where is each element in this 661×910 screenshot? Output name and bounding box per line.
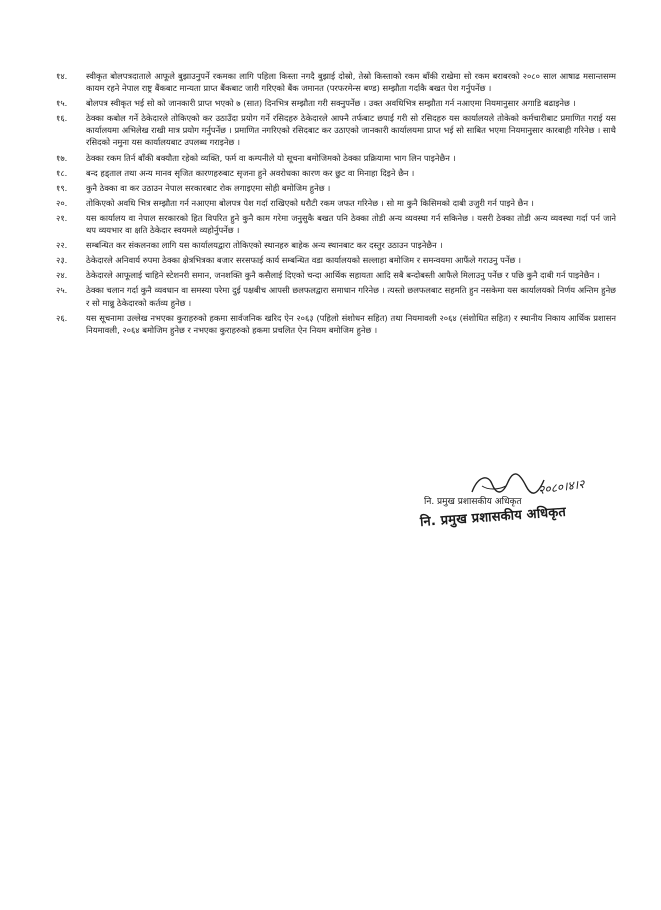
clause-item bbox=[56, 284, 616, 308]
clause-item bbox=[56, 167, 616, 179]
clause-item bbox=[56, 212, 616, 236]
clause-item bbox=[56, 312, 616, 336]
official-stamp: नि. प्रमुख प्रशासकीय अधिकृत bbox=[419, 504, 567, 530]
signature-title: नि. प्रमुख प्रशासकीय अधिकृत bbox=[424, 497, 522, 507]
clause-number: २२. bbox=[56, 240, 68, 251]
clause-list bbox=[56, 70, 616, 339]
clause-text: कुनै ठेक्का वा कर उठाउन नेपाल सरकारबाट रोक लगाइएमा सोही बमोजिम हुनेछ । bbox=[86, 182, 331, 193]
signature-date: २०८०।४।२ bbox=[537, 476, 586, 498]
clause-number: २१. bbox=[56, 212, 68, 223]
clause-number: १८. bbox=[56, 167, 68, 178]
clause-text: ठेक्का चलान गर्दा कुनै व्यवधान वा समस्या परेमा दुई पक्षबीच आपसी छलफलद्वारा समाधान गरिनेछ । त्यस्तो छलफलबाट सहमति हुन नसकेमा यस कार्यालयको निर्णय अन्तिम हुनेछ र सो मान्नु ठेकेदारको कर्तव्य हुनेछ । bbox=[86, 285, 616, 308]
clause-text: ठेक्का रकम तिर्न बाँकी बक्यौता रहेको व्यक्ति, फर्म वा कम्पनीले यो सूचना बमोजिमको ठेक्का प्रक्रियामा भाग लिन पाइनेछैन । bbox=[86, 152, 456, 163]
clause-text: ठेक्का कबोल गर्ने ठेकेदारले तोकिएको कर उठाउँदा प्रयोग गर्ने रसिदहरु ठेकेदारले आफ्नै तर्फबाट छपाई गरी सो रसिदहरु यस कार्यालयले तोकेको कर्मचारीबाट प्रमाणित गराई यस कार्यालयमा अभिलेख राखी मात्र प्रयोग गर्नुपर्नेछ । प्रमाणित नगरिएको रसिदबाट कर उठाएको जानकारी कार्यालयमा प्राप्त भई सो साबित भएमा नियमानुसार कारबाही गरिनेछ । साथै रसिदको नमुना यस कार्यालयबाट उपलब्ध गराइनेछ । bbox=[86, 113, 616, 148]
clause-number: १७. bbox=[56, 152, 68, 163]
clause-number: १४. bbox=[56, 71, 68, 81]
clause-item bbox=[56, 254, 616, 266]
clause-item bbox=[56, 269, 616, 281]
clause-number: २६. bbox=[56, 312, 68, 323]
clause-item bbox=[56, 97, 616, 109]
clause-item bbox=[56, 197, 616, 209]
clause-text: तोकिएको अवधि भित्र सम्झौता गर्न नआएमा बोलपत्र पेश गर्दा राखिएको धरौटी रकम जफत गरिनेछ । सो मा कुनै किसिमको दाबी उजुरी गर्न पाइने छैन । bbox=[86, 197, 534, 208]
clause-text: स्वीकृत बोलपत्रदाताले आफूले बुझाउनुपर्ने रकमका लागि पहिला किस्ता नगदै बुझाई दोस्रो, तेस्रो किस्ताको रकम बाँकी राखेमा सो रकम बराबरको २०८० साल आषाढ मसान्तसम्म कायम रहने नेपाल राष्ट्र बैंकबाट मान्यता प्राप्त बैंकबाट जारी गरिएको बैंक जमानत (परफरमेन्स बण्ड) सम्झौता गर्दाकै बखत पेश गर्नुपर्नेछ । bbox=[86, 71, 616, 94]
clause-text: सम्बन्धित कर संकलनका लागि यस कार्यालयद्वारा तोकिएको स्थानहरु बाहेक अन्य स्थानबाट कर दस्तुर उठाउन पाइनेछैन । bbox=[86, 240, 443, 251]
clause-number: १६. bbox=[56, 113, 68, 124]
clause-item bbox=[56, 152, 616, 164]
clause-item bbox=[56, 112, 616, 148]
clause-text: बोलपत्र स्वीकृत भई सो को जानकारी प्राप्त भएको ७ (सात) दिनभित्र सम्झौता गरी सक्नुपर्नेछ । उक्त अवधिभित्र सम्झौता गर्न नआएमा नियमानुसार अगाडि बढाइनेछ । bbox=[86, 98, 576, 109]
signature-block bbox=[420, 470, 620, 550]
clause-number: २४. bbox=[56, 270, 68, 281]
clause-number: २३. bbox=[56, 255, 68, 266]
clause-item bbox=[56, 70, 616, 94]
clause-number: २५. bbox=[56, 285, 68, 296]
clause-text: बन्द हड्ताल तथा अन्य मानव सृजित कारणहरुबाट सृजना हुने अवरोधका कारण कर छुट वा मिनाहा दिइने छैन । bbox=[86, 167, 415, 178]
clause-text: यस सूचनामा उल्लेख नभएका कुराहरुको हकमा सार्वजनिक खरिद ऐन २०६३ (पहिलो संशोधन सहित) तथा नियमावली २०६४ (संशोधित सहित) र स्थानीय निकाय आर्थिक प्रशासन नियमावली, २०६४ बमोजिम हुनेछ र नभएका कुराहरुको हकमा प्रचलित ऐन नियम बमोजिम हुनेछ । bbox=[86, 312, 616, 335]
clause-number: १५. bbox=[56, 98, 68, 109]
clause-item bbox=[56, 182, 616, 194]
clause-text: ठेकेदारले अनिवार्य रुपमा ठेक्का क्षेत्रभित्रका बजार सरसफाई कार्य सम्बन्धित वडा कार्यालयको सल्लाहा बमोजिम र समन्वयमा आफैंले गराउनु पर्नेछ । bbox=[86, 255, 522, 266]
clause-item bbox=[56, 239, 616, 251]
clause-number: १९. bbox=[56, 182, 68, 193]
clause-text: यस कार्यालय वा नेपाल सरकारको हित विपरित हुने कुनै काम गरेमा जनुसुकै बखत पनि ठेक्का तोडी अन्य व्यवस्था गर्न सकिनेछ । यसरी ठेक्का तोडी अन्य व्यवस्था गर्दा पर्न जाने थप व्ययभार वा क्षति ठेकेदार स्वयमले व्यहोर्नुपर्नेछ । bbox=[86, 212, 616, 236]
clause-number: २०. bbox=[56, 197, 68, 208]
clause-text: ठेकेदारले आफूलाई चाहिने स्टेशनरी समान, जनशक्ति कुनै कसैलाई दिएको चन्दा आर्थिक सहायता आदि सबै बन्दोबस्ती आफैले मिलाउनु पर्नेछ र पछि कुनै दाबी गर्न पाइनेछैन । bbox=[86, 270, 600, 281]
